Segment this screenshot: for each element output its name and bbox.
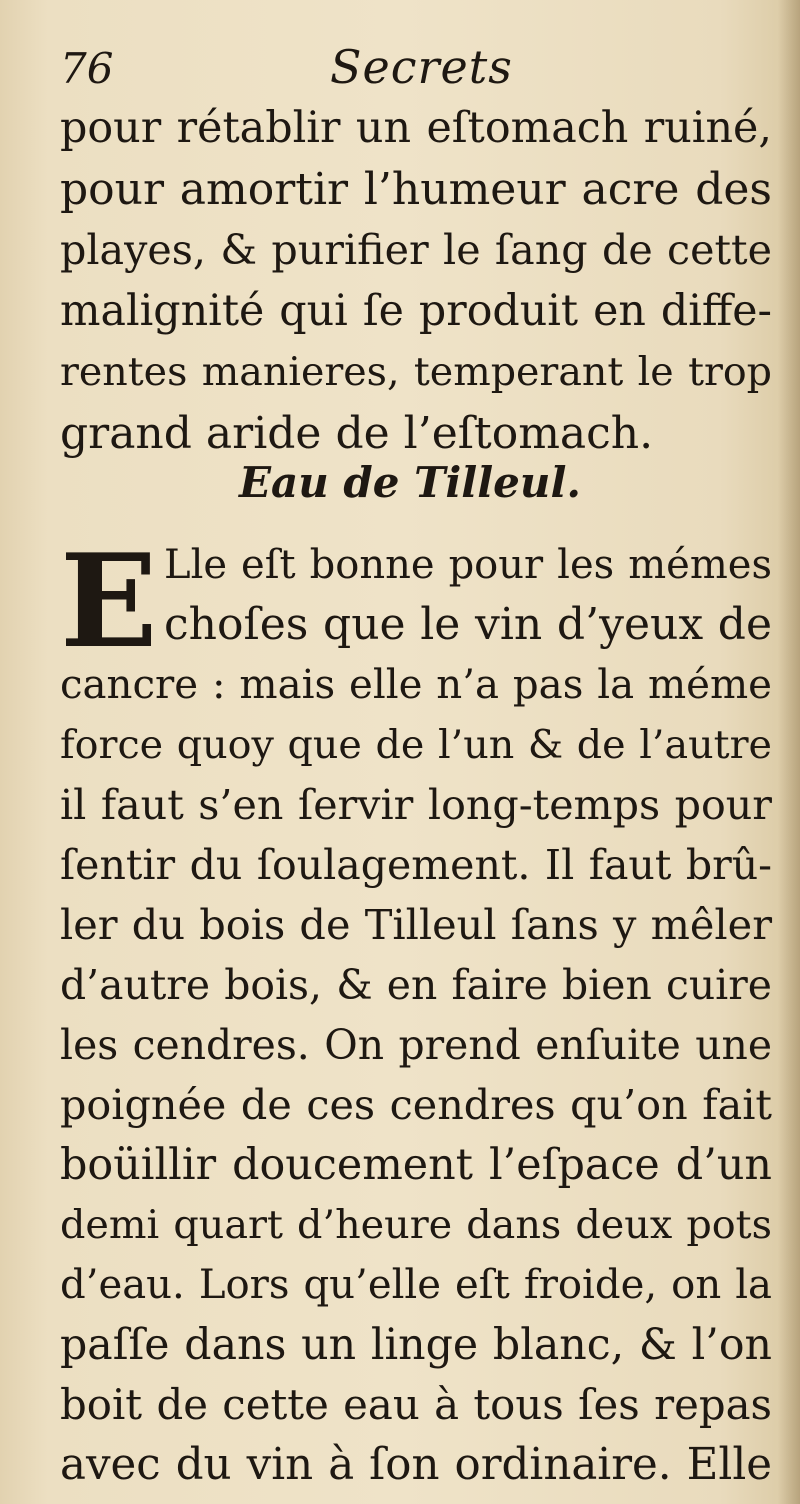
text-line: poignée de ces cendres qu’on fait xyxy=(60,1081,772,1129)
text-line: rentes manieres, temperant le trop xyxy=(60,349,772,395)
running-title: Secrets xyxy=(330,40,513,94)
text-line: force quoy que de l’un & de l’autre xyxy=(60,722,772,768)
text-line: malignité qui ſe produit en diffe- xyxy=(60,286,772,336)
text-line: paſſe dans un linge blanc, & l’on xyxy=(60,1320,772,1370)
text-line: demi quart d’heure dans deux pots xyxy=(60,1202,772,1248)
text-line: playes, & purifier le ſang de cette xyxy=(60,226,772,274)
text-line: cancre : mais elle n’a pas la méme xyxy=(60,662,772,708)
section-body xyxy=(60,527,772,1495)
text-line: Lle eſt bonne pour les mémes xyxy=(164,542,772,588)
text-line: boüillir doucement l’eſpace d’un xyxy=(60,1140,772,1190)
text-line: grand aride de l’eſtomach. xyxy=(60,408,654,459)
text-line: pour amortir l’humeur acre des xyxy=(60,164,772,215)
text-line: les cendres. On prend enſuite une xyxy=(60,1021,772,1069)
page-header xyxy=(60,40,760,100)
text-line: choſes que le vin d’yeux de xyxy=(164,599,772,650)
drop-cap: E xyxy=(60,527,158,677)
text-line: boit de cette eau à tous ſes repas xyxy=(60,1380,772,1429)
text-line: ler du bois de Tilleul ſans y mêler xyxy=(60,901,772,949)
text-line: il faut s’en ſervir long-temps pour xyxy=(60,781,772,829)
text-line: pour rétablir un eſtomach ruiné, xyxy=(60,103,772,153)
text-line: ſentir du ſoulagement. Il faut brû- xyxy=(60,841,772,889)
text-line: d’autre bois, & en faire bien cuire xyxy=(60,961,772,1009)
text-line: avec du vin à ſon ordinaire. Elle xyxy=(60,1440,772,1490)
text-line: d’eau. Lors qu’elle eſt froide, on la xyxy=(60,1262,772,1308)
section-title: Eau de Tilleul. xyxy=(238,458,582,507)
paragraph-continuation xyxy=(60,98,772,464)
page-number: 76 xyxy=(60,44,114,93)
